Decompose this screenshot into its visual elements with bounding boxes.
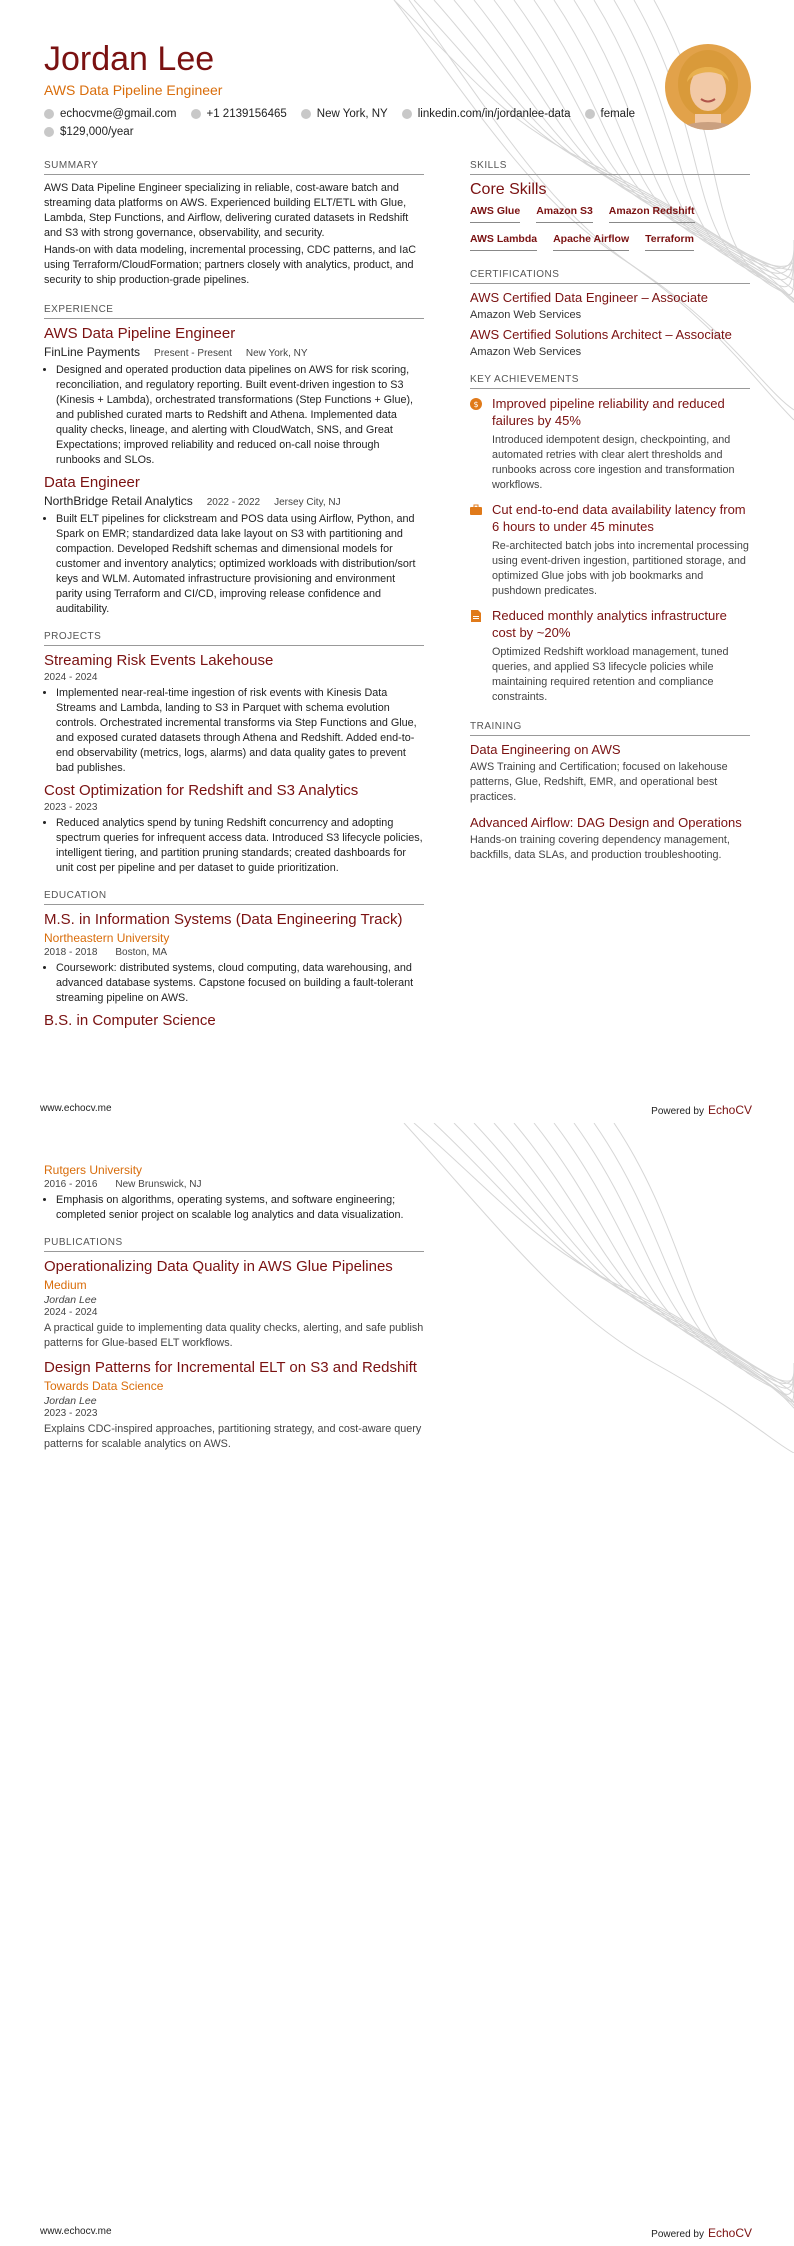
skill-tag: AWS Glue <box>470 205 520 223</box>
job-bullet: • Built ELT pipelines for clickstream and POS data using Airflow, Python, and Spark on EMR; standardized data lake layout on S3 with partitioning and compaction. Developed Redshift schemas and dimensional models for customer and inventory analytics; optimized workloads with distribution/sort keys and WLM. Automated infrastructure provisioning and environment parity using Terraform and CI/CD, improving release confidence and auditability. <box>56 512 424 617</box>
money-icon <box>44 127 54 137</box>
degree-title: M.S. in Information Systems (Data Engineering Track) <box>44 911 403 928</box>
candidate-name: Jordan Lee <box>44 40 215 78</box>
contact-salary <box>44 126 134 138</box>
training-title: Data Engineering on AWS <box>470 742 621 757</box>
projects-heading: PROJECTS <box>44 631 424 646</box>
summary-paragraph-2: Hands-on with data modeling, incremental processing, CDC patterns, and IaC using Terraform/CloudFormation; partners closely with analytics, product, and security to ship production-grade pipelines. <box>44 244 417 286</box>
achievement-description: Optimized Redshift workload management, tuned queries, and applied S3 lifecycle policies while maintaining required retention and compliance constraints. <box>492 646 729 703</box>
publication-title: Operationalizing Data Quality in AWS Glue Pipelines <box>44 1258 393 1275</box>
achievement-item <box>470 607 750 705</box>
project-dates: 2023 - 2023 <box>44 802 98 813</box>
contact-email[interactable] <box>44 108 177 120</box>
job-title: Data Engineer <box>44 474 140 491</box>
footer-brand[interactable]: EchoCV <box>707 1103 752 1117</box>
contact-info <box>44 108 684 144</box>
education-bullet: • Coursework: distributed systems, cloud computing, data warehousing, and advanced database systems. Capstone focused on building a fault-tolerant streaming pipeline on AWS. <box>56 961 424 1006</box>
project-title: Cost Optimization for Redshift and S3 Analytics <box>44 782 359 799</box>
job-bullet: • Designed and operated production data pipelines on AWS for risk scoring, reconciliation, and regulatory reporting. Built event-driven ingestion to S3 (Kinesis + Lambda), orchestrated transformations (Step Functions + Glue), and published curated marts to Redshift and Athena. Implemented data quality checks, lineage, and alerting with CloudWatch, SNS, and Great Expectations; improved reliability and reduced on-call noise through runbooks and SLOs. <box>56 363 424 468</box>
phone-icon <box>191 109 201 119</box>
achievements-heading: KEY ACHIEVEMENTS <box>470 374 750 389</box>
project-entry <box>44 782 424 876</box>
location-text: New York, NY <box>316 108 388 120</box>
publication-author: Jordan Lee <box>44 1294 97 1306</box>
contact-gender <box>585 108 636 120</box>
contact-linkedin[interactable] <box>402 108 571 120</box>
publications-heading: PUBLICATIONS <box>44 1237 424 1252</box>
education-dates: 2016 - 2016 <box>44 1179 98 1190</box>
publication-entry <box>44 1258 424 1351</box>
person-icon <box>585 109 595 119</box>
footer-brand[interactable]: EchoCV <box>707 2226 752 2240</box>
publication-description: A practical guide to implementing data quality checks, alerting, and safe publish patterns for Glue-based ELT workflows. <box>44 1322 424 1349</box>
certifications-heading: CERTIFICATIONS <box>470 269 750 284</box>
skills-list <box>470 205 750 251</box>
achievement-title: Reduced monthly analytics infrastructure cost by ~20% <box>492 608 727 640</box>
project-entry <box>44 652 424 776</box>
achievement-title: Cut end-to-end data availability latency from 6 hours to under 45 minutes <box>492 502 746 534</box>
publication-entry <box>44 1359 424 1452</box>
skills-group-title: Core Skills <box>470 181 547 198</box>
decorative-waves <box>394 1123 794 1453</box>
skill-tag: Terraform <box>645 233 694 251</box>
location-pin-icon <box>301 109 311 119</box>
gender-text: female <box>600 108 636 120</box>
footer-site-link[interactable]: www.echocv.me <box>40 2226 112 2237</box>
experience-entry <box>44 325 424 468</box>
footer-powered-label: Powered by <box>651 2229 704 2240</box>
certification-name: AWS Certified Solutions Architect – Associate <box>470 327 732 342</box>
certification-issuer: Amazon Web Services <box>470 346 582 358</box>
education-location: Boston, MA <box>115 947 168 958</box>
education-dates: 2018 - 2018 <box>44 947 98 958</box>
skill-tag: Amazon Redshift <box>609 205 695 223</box>
achievement-description: Re-architected batch jobs into incremental processing using event-driven ingestion, partitioned storage, and optimized Glue jobs with job bookmarks and pushdown predicates. <box>492 540 749 597</box>
footer-powered-label: Powered by <box>651 1106 704 1117</box>
experience-entry <box>44 474 424 617</box>
page-footer <box>40 1103 752 1117</box>
project-dates: 2024 - 2024 <box>44 672 98 683</box>
project-bullet: • Implemented near-real-time ingestion of risk events with Kinesis Data Streams and Lambda, landing to S3 in Parquet with schema evolution controls. Orchestrated incremental transforms via Step Functions and Glue, and exposed curated datasets through Athena and Redshift. Added end-to-end observability (metrics, logs, alarms) and data quality gates to prevent bad publishes. <box>56 686 424 776</box>
job-dates: 2022 - 2022 <box>206 497 261 508</box>
achievement-item <box>470 501 750 599</box>
experience-heading: EXPERIENCE <box>44 304 424 319</box>
document-icon <box>470 610 482 622</box>
resume-page-2 <box>0 1123 794 2246</box>
publication-dates: 2024 - 2024 <box>44 1307 98 1318</box>
publication-venue: Medium <box>44 1278 87 1292</box>
linkedin-text: linkedin.com/in/jordanlee-data <box>417 108 571 120</box>
left-column <box>44 160 424 1032</box>
training-description: Hands-on training covering dependency management, backfills, data SLAs, and production troubleshooting. <box>470 834 730 861</box>
job-title: AWS Data Pipeline Engineer <box>44 325 236 342</box>
footer-site-link[interactable]: www.echocv.me <box>40 1103 112 1114</box>
publication-title: Design Patterns for Incremental ELT on S3 and Redshift <box>44 1359 417 1376</box>
link-icon <box>402 109 412 119</box>
achievement-title: Improved pipeline reliability and reduced failures by 45% <box>492 396 725 428</box>
education-bullet: • Emphasis on algorithms, operating systems, and software engineering; completed senior project on scalable log analytics and data visualization. <box>56 1193 424 1223</box>
skills-heading: SKILLS <box>470 160 750 175</box>
school-name: Rutgers University <box>44 1163 143 1177</box>
job-location: Jersey City, NJ <box>274 497 341 508</box>
job-dates: Present - Present <box>154 348 232 359</box>
project-title: Streaming Risk Events Lakehouse <box>44 652 274 669</box>
left-column-continued <box>44 1163 424 1454</box>
training-heading: TRAINING <box>470 721 750 736</box>
publication-author: Jordan Lee <box>44 1395 97 1407</box>
training-description: AWS Training and Certification; focused on lakehouse patterns, Glue, Redshift, EMR, and operational best practices. <box>470 761 728 803</box>
email-icon <box>44 109 54 119</box>
publication-description: Explains CDC-inspired approaches, partitioning strategy, and cost-aware query patterns for scalable analytics on AWS. <box>44 1423 422 1450</box>
page-footer <box>40 2226 752 2240</box>
job-location: New York, NY <box>245 348 308 359</box>
contact-location <box>301 108 388 120</box>
training-title: Advanced Airflow: DAG Design and Operations <box>470 815 742 830</box>
degree-title: B.S. in Computer Science <box>44 1012 216 1029</box>
education-heading: EDUCATION <box>44 890 424 905</box>
project-bullet: • Reduced analytics spend by tuning Redshift concurrency and adopting spectrum queries for infrequent access data. Introduced S3 lifecycle policies, intelligent tiering, and partition pruning standards; created dashboards for unit cost per pipeline and per dataset to guide prioritization. <box>56 816 424 876</box>
skill-tag: Amazon S3 <box>536 205 593 223</box>
achievement-description: Introduced idempotent design, checkpointing, and automated retries with clear alert thresholds and runbooks across core ingestion and transformation workflows. <box>492 434 735 491</box>
certification-issuer: Amazon Web Services <box>470 309 582 321</box>
publication-dates: 2023 - 2023 <box>44 1408 98 1419</box>
right-column <box>470 160 750 863</box>
svg-text:$: $ <box>473 400 479 409</box>
summary-heading: SUMMARY <box>44 160 424 175</box>
dollar-icon <box>470 398 482 410</box>
school-name: Northeastern University <box>44 931 170 945</box>
email-text: echocvme@gmail.com <box>60 108 177 120</box>
skill-tag: Apache Airflow <box>553 233 629 251</box>
company-name: NorthBridge Retail Analytics <box>44 494 193 508</box>
skill-tag: AWS Lambda <box>470 233 537 251</box>
company-name: FinLine Payments <box>44 345 141 359</box>
briefcase-icon <box>470 504 482 516</box>
summary-paragraph-1: AWS Data Pipeline Engineer specializing in reliable, cost-aware batch and streaming data platforms on AWS. Experienced building ELT/ETL with Glue, Lambda, Step Functions, and Airflow, delivering curated datasets in Redshift and S3 with strong governance, observability, and security. <box>44 182 409 239</box>
publication-venue: Towards Data Science <box>44 1379 164 1393</box>
education-location: New Brunswick, NJ <box>115 1179 202 1190</box>
contact-phone[interactable] <box>191 108 287 120</box>
phone-text: +1 2139156465 <box>206 108 287 120</box>
profile-photo <box>665 44 751 130</box>
achievement-item <box>470 395 750 493</box>
certification-name: AWS Certified Data Engineer – Associate <box>470 290 708 305</box>
salary-text: $129,000/year <box>60 126 134 138</box>
candidate-role: AWS Data Pipeline Engineer <box>44 82 223 98</box>
education-entry <box>44 911 424 1006</box>
